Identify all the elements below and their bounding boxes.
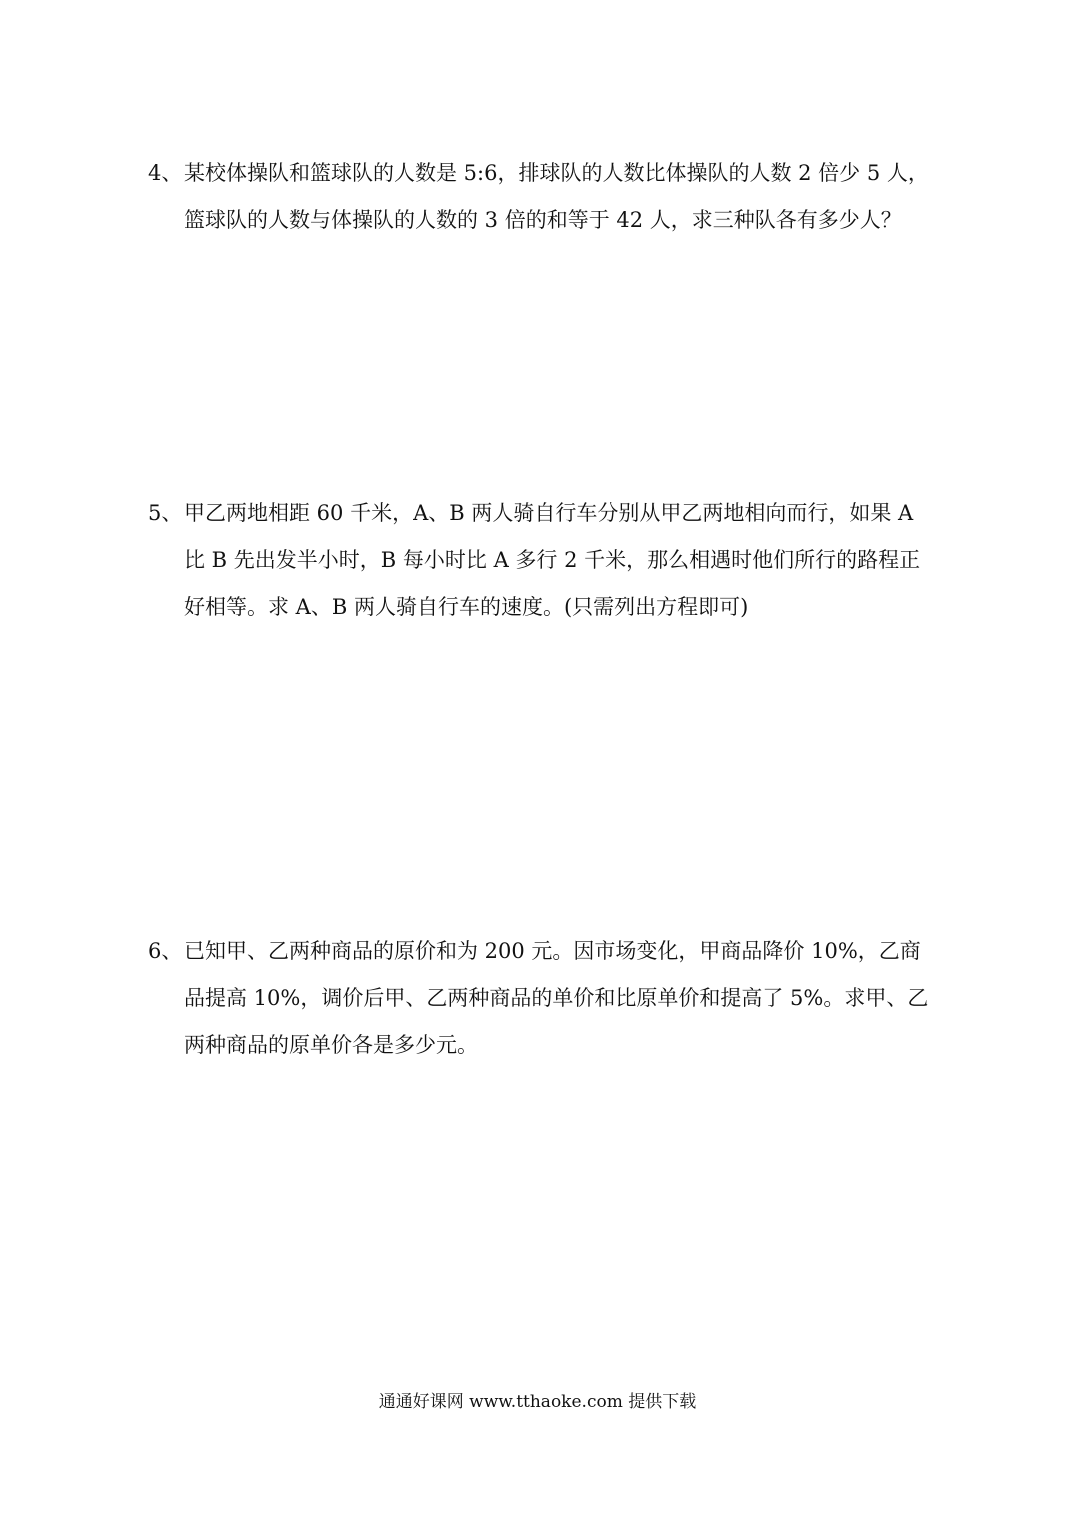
question-line	[148, 490, 938, 537]
question-line	[148, 150, 938, 197]
question-4	[148, 150, 938, 244]
question-text: 比 B 先出发半小时，B 每小时比 A 多行 2 千米，那么相遇时他们所行的路程正	[184, 548, 921, 572]
question-text: 已知甲、乙两种商品的原价和为 200 元。因市场变化，甲商品降价 10%，乙商	[184, 939, 921, 963]
page-footer: 通通好课网 www.tthaoke.com 提供下载	[378, 1392, 697, 1412]
question-6	[148, 928, 938, 1069]
question-text: 两种商品的原单价各是多少元。	[184, 1033, 478, 1057]
question-5	[148, 490, 938, 631]
question-text: 甲乙两地相距 60 千米，A、B 两人骑自行车分别从甲乙两地相向而行，如果 A	[184, 501, 914, 525]
question-number: 4、	[148, 161, 183, 185]
question-text: 篮球队的人数与体操队的人数的 3 倍的和等于 42 人，求三种队各有多少人？	[184, 208, 902, 232]
question-text: 某校体操队和篮球队的人数是 5:6，排球队的人数比体操队的人数 2 倍少 5 人，	[184, 161, 929, 185]
question-number: 5、	[148, 501, 183, 525]
question-line	[148, 928, 938, 975]
question-text: 好相等。求 A、B 两人骑自行车的速度。(只需列出方程即可)	[184, 595, 749, 619]
question-text: 品提高 10%，调价后甲、乙两种商品的单价和比原单价和提高了 5%。求甲、乙	[184, 986, 929, 1010]
question-number: 6、	[148, 939, 183, 963]
